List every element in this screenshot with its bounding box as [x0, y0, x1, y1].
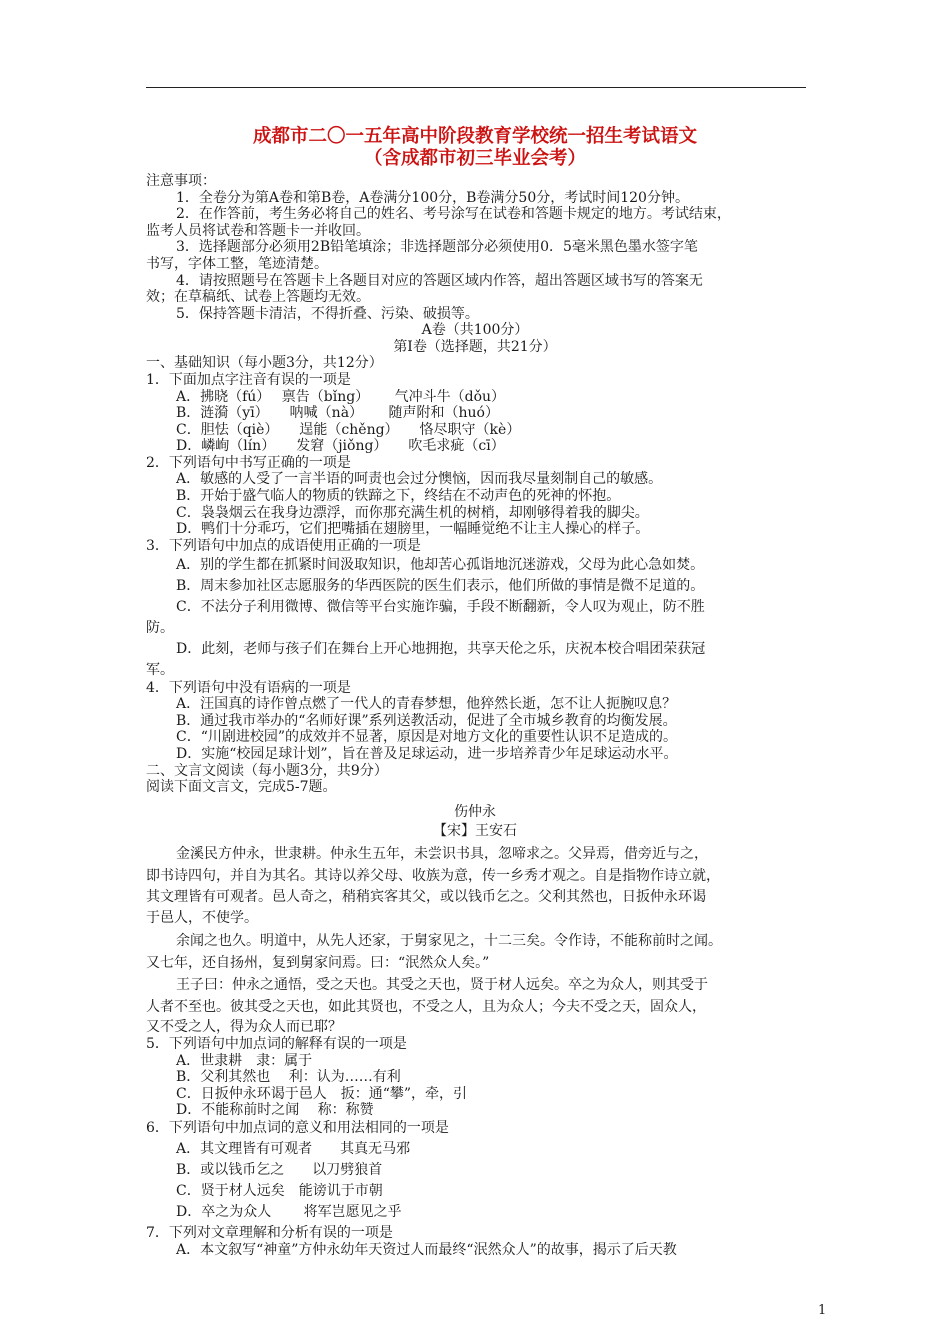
question-stem: 5．下列语句中加点词的解释有误的一项是 [146, 1036, 407, 1052]
question-option: C．不法分子利用微博、微信等平台实施诈骗，手段不断翻新，令人叹为观止，防不胜 [176, 599, 705, 615]
passage-line: 其文理皆有可观者。邑人奇之，稍稍宾客其父，或以钱币乞之。父利其然也，日扳仲永环谒 [146, 889, 706, 905]
passage-line: 又七年，还自扬州，复到舅家问焉。曰：“泯然众人矣。” [146, 955, 490, 971]
question-stem: 2．下列语句中书写正确的一项是 [146, 455, 351, 471]
passage-line: 于邑人，不使学。 [146, 910, 258, 926]
reading-instruction: 阅读下面文言文，完成5-7题。 [146, 779, 337, 795]
part-heading: 二、文言文阅读（每小题3分，共9分） [146, 763, 388, 779]
question-option-cont: 军。 [146, 662, 174, 678]
passage-title: 伤仲永 [454, 804, 496, 820]
passage-line: 即书诗四句，并自为其名。其诗以养父母、收族为意，传一乡秀才观之。自是指物作诗立就， [146, 868, 720, 884]
question-option: D．卒之为众人 将军岂愿见之乎 [176, 1204, 402, 1220]
question-option: C．袅袅烟云在我身边漂浮，而你那充满生机的树梢，却刚够得着我的脚尖。 [176, 505, 649, 521]
question-option: B．通过我市举办的“名师好课”系列送教活动，促进了全市城乡教育的均衡发展。 [176, 713, 677, 729]
notice-heading: 注意事项： [146, 173, 216, 189]
passage-line: 人者不至也。彼其受之天也，如此其贤也，不受之人，且为众人；今夫不受之天，固众人， [146, 999, 706, 1015]
question-option: C．贤于材人远矣 能谤讥于市朝 [176, 1183, 383, 1199]
header-rule [146, 87, 806, 88]
notice-item: 5．保持答题卡清洁，不得折叠、污染、破损等。 [176, 306, 479, 322]
question-stem: 4．下列语句中没有语病的一项是 [146, 680, 351, 696]
page-number: 1 [818, 1303, 827, 1318]
question-option: D．此刻，老师与孩子们在舞台上开心地拥抱，共享天伦之乐，庆祝本校合唱团荣获冠 [176, 641, 706, 657]
question-option: B．或以钱币乞之 以刀劈狼首 [176, 1162, 383, 1178]
question-stem: 1．下面加点字注音有误的一项是 [146, 372, 351, 388]
question-option: B．父利其然也 利：认为……有利 [176, 1069, 401, 1085]
question-option: A．汪国真的诗作曾点燃了一代人的青春梦想，他猝然长逝，怎不让人扼腕叹息？ [176, 696, 677, 712]
question-option: D．鸭们十分乖巧，它们把嘴插在翅膀里，一幅睡觉绝不让主人操心的样子。 [176, 521, 650, 537]
question-stem: 6．下列语句中加点词的意义和用法相同的一项是 [146, 1120, 449, 1136]
question-option: D．嶙峋（lín） 发窘（jiǒng） 吹毛求疵（cī） [176, 438, 505, 454]
question-option: D．不能称前时之闻 称：称赞 [176, 1102, 374, 1118]
question-option: B．周末参加社区志愿服务的华西医院的医生们表示，他们所做的事情是微不足道的。 [176, 578, 705, 594]
section-heading: 第Ⅰ卷（选择题，共21分） [393, 339, 557, 355]
notice-item: 4．请按照题号在答题卡上各题目对应的答题区域内作答，超出答题区域书写的答案无 [176, 273, 703, 289]
notice-item-cont: 效；在草稿纸、试卷上答题均无效。 [146, 289, 370, 305]
question-stem: 7．下列对文章理解和分析有误的一项是 [146, 1225, 393, 1241]
notice-item-cont: 监考人员将试卷和答题卡一并收回。 [146, 223, 370, 239]
passage-author: 【宋】王安石 [433, 823, 517, 839]
question-option: A．世隶耕 隶：属于 [176, 1053, 313, 1069]
question-option: A．别的学生都在抓紧时间汲取知识，他却苦心孤诣地沉迷游戏，父母为此心急如焚。 [176, 557, 705, 573]
passage-line: 余闻之也久。明道中，从先人还家，于舅家见之，十二三矣。令作诗，不能称前时之闻。 [176, 933, 722, 949]
passage-line: 王子曰：仲永之通悟，受之天也。其受之天也，贤于材人远矣。卒之为众人，则其受于 [176, 977, 708, 993]
passage-line: 又不受之人，得为众人而已耶？ [146, 1019, 342, 1035]
question-option: A．本文叙写“神童”方仲永幼年天资过人而最终“泯然众人”的故事，揭示了后天教 [176, 1242, 677, 1258]
question-option: B．涟漪（yī） 呐喊（nà） 随声附和（huó） [176, 405, 499, 421]
page-title: 成都市二〇一五年高中阶段教育学校统一招生考试语文 [252, 126, 697, 147]
section-heading: A卷（共100分） [421, 322, 529, 338]
notice-item: 1．全卷分为第A卷和第B卷，A卷满分100分，B卷满分50分，考试时间120分钟。 [176, 190, 689, 206]
question-option: C．胆怯（qiè） 逞能（chěng） 恪尽职守（kè） [176, 422, 521, 438]
question-option: D．实施“校园足球计划”，旨在普及足球运动，进一步培养青少年足球运动水平。 [176, 746, 678, 762]
page-subtitle: （含成都市初三毕业会考） [363, 148, 586, 169]
question-option: C．日扳仲永环谒于邑人 扳：通“攀”，牵，引 [176, 1086, 468, 1102]
part-heading: 一、基础知识（每小题3分，共12分） [146, 355, 383, 371]
question-option: B．开始于盛气临人的物质的铁蹄之下，终结在不动声色的死神的怀抱。 [176, 488, 621, 504]
question-option: C．“川剧进校园”的成效并不显著，原因是对地方文化的重要性认识不足造成的。 [176, 729, 678, 745]
question-option: A．敏感的人受了一言半语的呵责也会过分懊恼，因而我尽量刻制自己的敏感。 [176, 471, 663, 487]
question-stem: 3．下列语句中加点的成语使用正确的一项是 [146, 538, 421, 554]
notice-item: 2．在作答前，考生务必将自己的姓名、考号涂写在试卷和答题卡规定的地方。考试结束， [176, 206, 731, 222]
notice-item-cont: 书写，字体工整，笔迹清楚。 [146, 256, 328, 272]
question-option: A．拂晓（fú） 禀告（bǐng） 气冲斗牛（dǒu） [176, 389, 506, 405]
question-option: A．其文理皆有可观者 其真无马邪 [176, 1141, 411, 1157]
passage-line: 金溪民方仲永，世隶耕。仲永生五年，未尝识书具，忽啼求之。父异焉，借旁近与之， [176, 846, 708, 862]
notice-item: 3．选择题部分必须用2B铅笔填涂；非选择题部分必须使用0．5毫米黑色墨水签字笔 [176, 239, 698, 255]
question-option-cont: 防。 [146, 620, 174, 636]
